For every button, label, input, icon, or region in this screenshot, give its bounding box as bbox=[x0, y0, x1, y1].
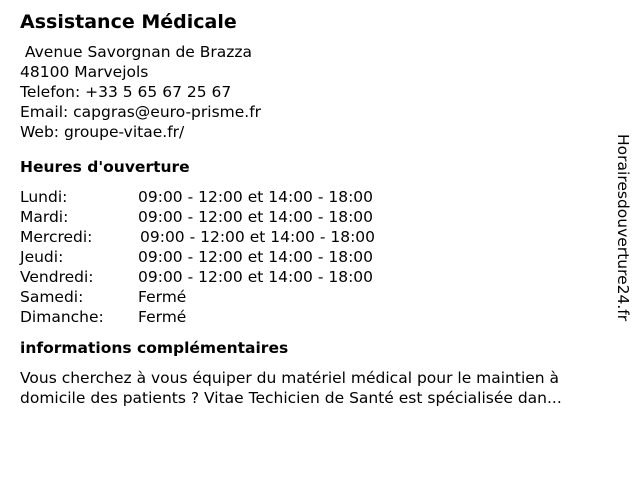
day-label: Mercredi: bbox=[20, 228, 93, 246]
street-address: Avenue Savorgnan de Brazza bbox=[20, 43, 253, 61]
time-value: Fermé bbox=[138, 288, 187, 306]
time-value: 09:00 - 12:00 et 14:00 - 18:00 bbox=[138, 208, 374, 226]
hours-row-sunday bbox=[20, 307, 620, 327]
time-value: 09:00 - 12:00 et 14:00 - 18:00 bbox=[138, 188, 374, 206]
day-label: Mardi: bbox=[20, 208, 69, 226]
day-label: Dimanche: bbox=[20, 308, 104, 326]
time-value: Fermé bbox=[138, 308, 187, 326]
hours-heading: Heures d'ouverture bbox=[20, 158, 190, 176]
business-card bbox=[20, 10, 620, 408]
hours-row-saturday bbox=[20, 287, 620, 307]
day-label: Vendredi: bbox=[20, 268, 94, 286]
hours-row-monday bbox=[20, 187, 620, 207]
opening-hours-table bbox=[20, 187, 620, 327]
site-watermark-link[interactable]: Horairesdouverture24.fr bbox=[614, 134, 632, 322]
info-heading: informations complémentaires bbox=[20, 339, 289, 357]
contact-block bbox=[20, 42, 620, 142]
email-address[interactable]: Email: capgras@euro-prisme.fr bbox=[20, 103, 262, 121]
time-value: 09:00 - 12:00 et 14:00 - 18:00 bbox=[140, 228, 376, 246]
business-name: Assistance Médicale bbox=[20, 11, 237, 33]
hours-row-tuesday bbox=[20, 207, 620, 227]
phone-number[interactable]: Telefon: +33 5 65 67 25 67 bbox=[20, 83, 232, 101]
city-postal: 48100 Marvejols bbox=[20, 63, 149, 81]
day-label: Lundi: bbox=[20, 188, 68, 206]
info-description: Vous cherchez à vous équiper du matériel médical pour le maintien à domicile des patients ? Vitae Techicien de Santé est spécialisée dan... bbox=[20, 369, 562, 407]
hours-row-friday bbox=[20, 267, 620, 287]
time-value: 09:00 - 12:00 et 14:00 - 18:00 bbox=[138, 268, 374, 286]
hours-row-wednesday bbox=[20, 227, 620, 247]
day-label: Jeudi: bbox=[20, 248, 64, 266]
time-value: 09:00 - 12:00 et 14:00 - 18:00 bbox=[138, 248, 374, 266]
website-link[interactable]: Web: groupe-vitae.fr/ bbox=[20, 123, 185, 141]
hours-row-thursday bbox=[20, 247, 620, 267]
day-label: Samedi: bbox=[20, 288, 84, 306]
